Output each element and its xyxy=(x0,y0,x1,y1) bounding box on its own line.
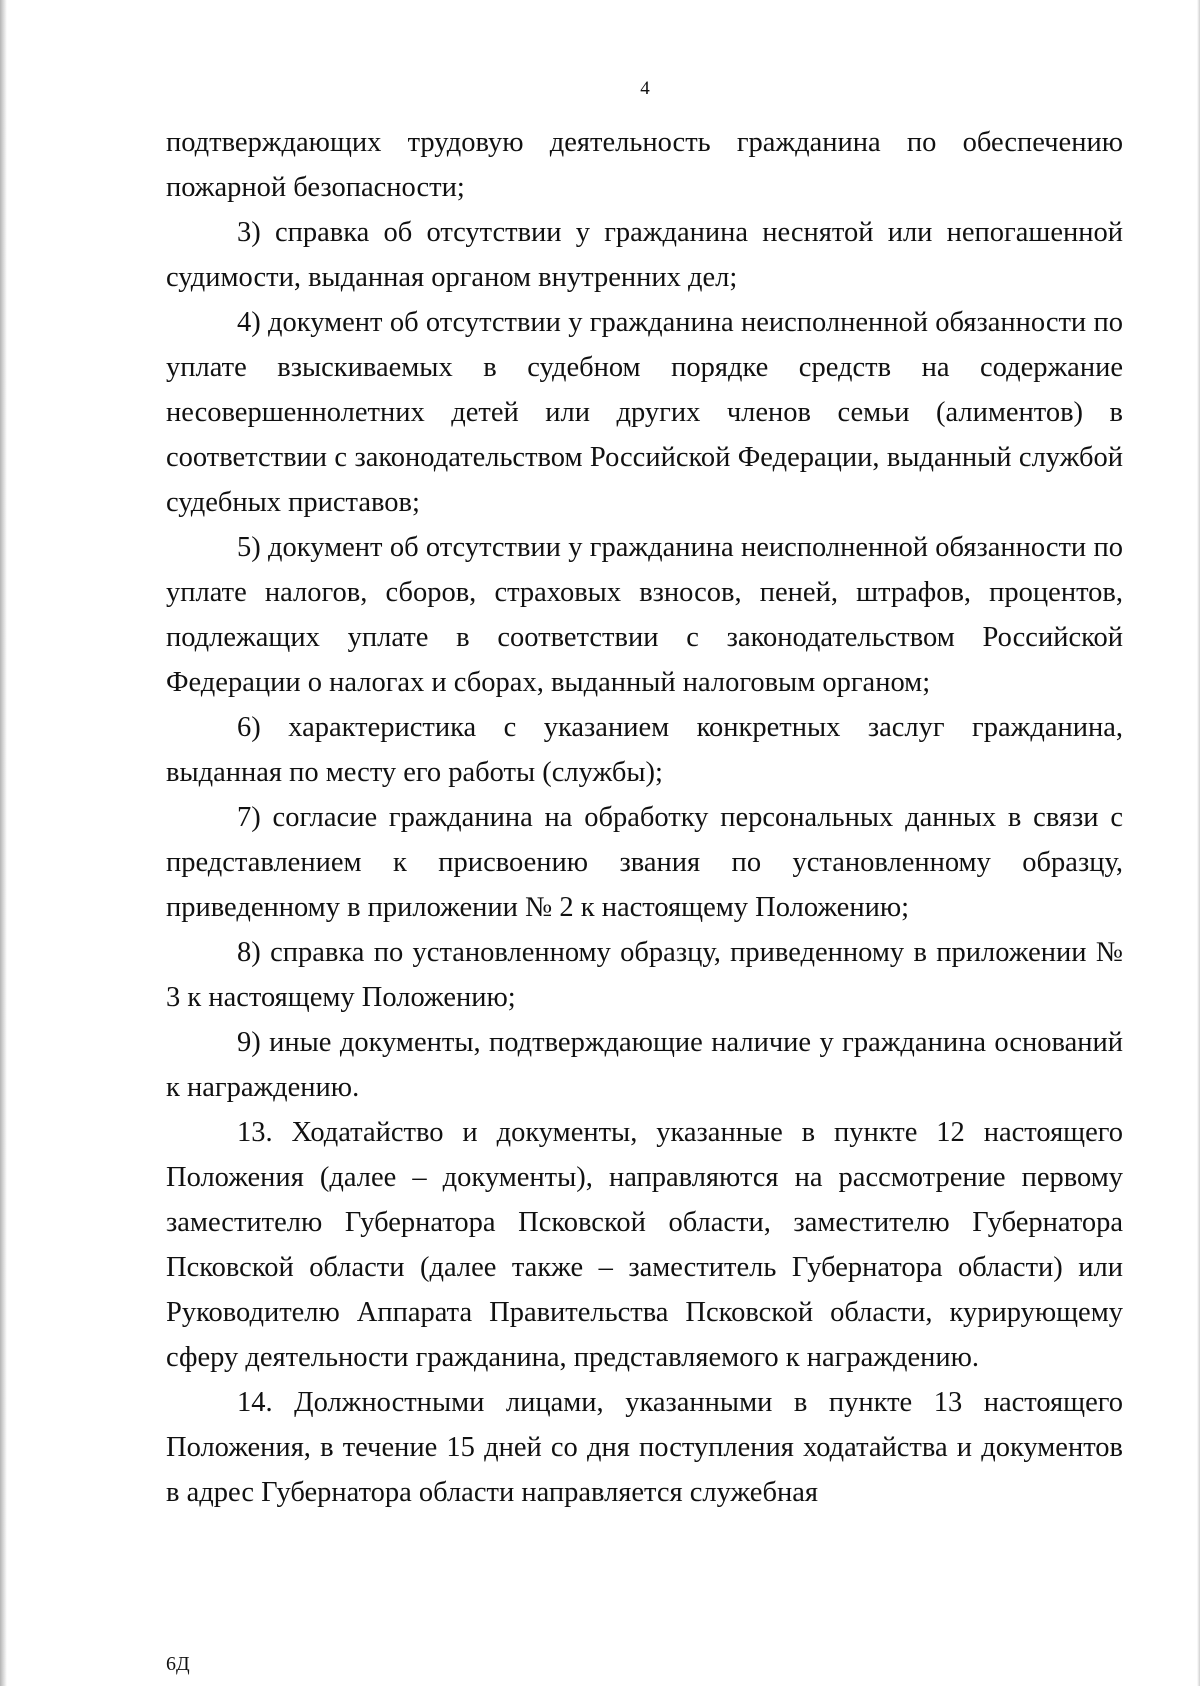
paragraph-item-3: 3) справка об отсутствии у гражданина неснятой или непогашенной судимости, выданная органом внутренних дел; xyxy=(166,217,1123,293)
paragraph-item-7: 7) согласие гражданина на обработку персональных данных в связи с представлением к присвоению звания по установленному образцу, приведенному в приложении № 2 к настоящему Положению; xyxy=(166,802,1123,923)
paragraph-item-6: 6) характеристика с указанием конкретных заслуг гражданина, выданная по месту его работы (службы); xyxy=(166,712,1123,788)
scan-edge-left xyxy=(0,0,7,1686)
page-number: 4 xyxy=(640,78,650,99)
paragraph-item-4: 4) документ об отсутствии у гражданина неисполненной обязанности по уплате взыскиваемых в судебном порядке средств на содержание несовершеннолетних детей или других членов семьи (алиментов) в соответствии с законодательством Российской Федерации, выданный службой судебных приставов; xyxy=(166,307,1123,518)
paragraph-item-5: 5) документ об отсутствии у гражданина неисполненной обязанности по уплате налогов, сборов, страховых взносов, пеней, штрафов, процентов, подлежащих уплате в соответствии с законодательством Российской Федерации о налогах и сборах, выданный налоговым органом; xyxy=(166,532,1123,698)
document-body xyxy=(166,120,1123,1515)
paragraph-continuation: подтверждающих трудовую деятельность гражданина по обеспечению пожарной безопасности; xyxy=(166,127,1123,203)
paragraph-item-9: 9) иные документы, подтверждающие наличие у гражданина оснований к награждению. xyxy=(166,1027,1123,1103)
paragraph-clause-13: 13. Ходатайство и документы, указанные в пункте 12 настоящего Положения (далее – документы), направляются на рассмотрение первому заместителю Губернатора Псковской области, заместителю Губернатора Псковской области (далее также – заместитель Губернатора области) или Руководителю Аппарата Правительства Псковской области, курирующему сферу деятельности гражданина, представляемого к награждению. xyxy=(166,1117,1123,1373)
footer-document-code: 6Д xyxy=(166,1653,190,1675)
paragraph-item-8: 8) справка по установленному образцу, приведенному в приложении № 3 к настоящему Положению; xyxy=(166,937,1123,1013)
paragraph-clause-14: 14. Должностными лицами, указанными в пункте 13 настоящего Положения, в течение 15 дней со дня поступления ходатайства и документов в адрес Губернатора области направляется служебная xyxy=(166,1387,1123,1508)
